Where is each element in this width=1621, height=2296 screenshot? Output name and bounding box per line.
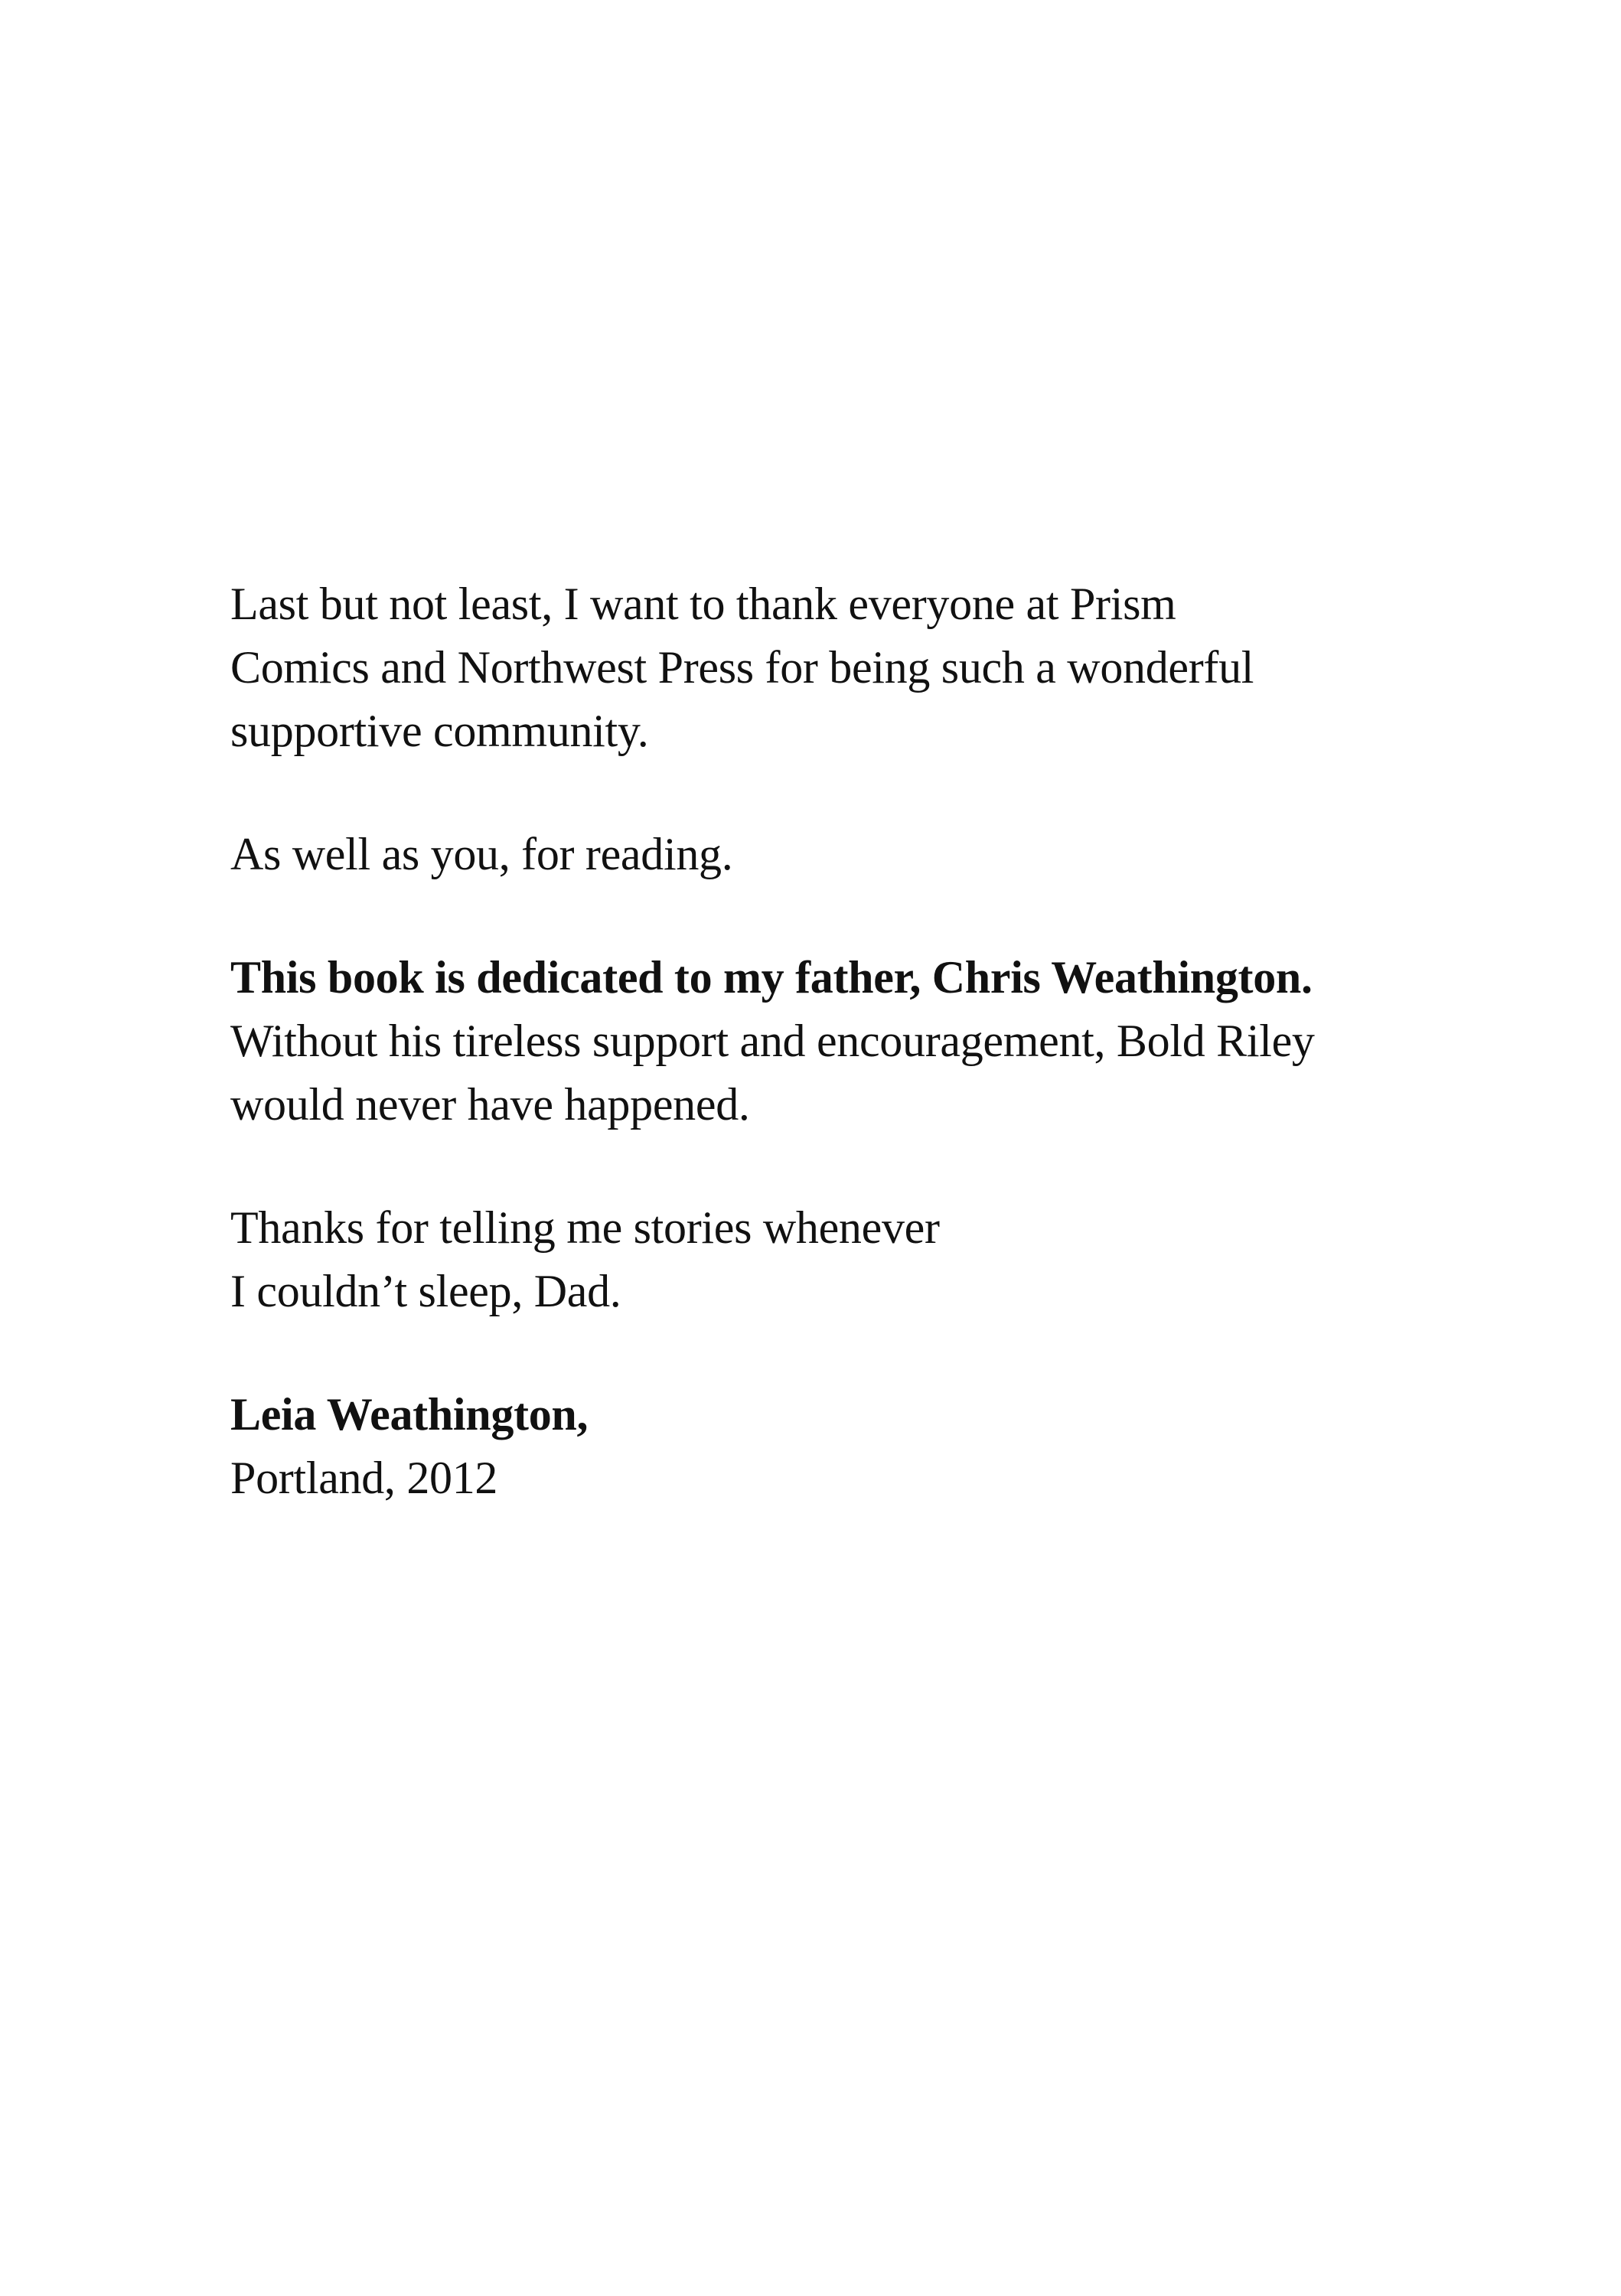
dedication-heading: This book is dedicated to my father, Chris Weathington. <box>230 952 1313 1003</box>
dedication-line: would never have happened. <box>230 1079 750 1130</box>
reader-thanks-paragraph <box>230 823 1470 886</box>
place-date: Portland, 2012 <box>230 1453 498 1503</box>
dedication-paragraph <box>230 946 1470 1137</box>
signature-block <box>230 1383 1470 1510</box>
dedication-line: Without his tireless support and encouragement, Bold Riley <box>230 1016 1315 1066</box>
reader-thanks-line: As well as you, for reading. <box>230 829 733 879</box>
acknowledgement-line: Comics and Northwest Press for being such a wonderful <box>230 642 1254 693</box>
closing-paragraph <box>230 1196 1470 1323</box>
acknowledgement-line: supportive community. <box>230 706 649 756</box>
closing-line: I couldn’t sleep, Dad. <box>230 1266 621 1316</box>
acknowledgement-line: Last but not least, I want to thank everyone at Prism <box>230 579 1176 629</box>
acknowledgement-paragraph <box>230 572 1470 763</box>
dedication-text-block <box>230 572 1470 1570</box>
closing-line: Thanks for telling me stories whenever <box>230 1202 940 1253</box>
author-name: Leia Weathington, <box>230 1389 589 1440</box>
